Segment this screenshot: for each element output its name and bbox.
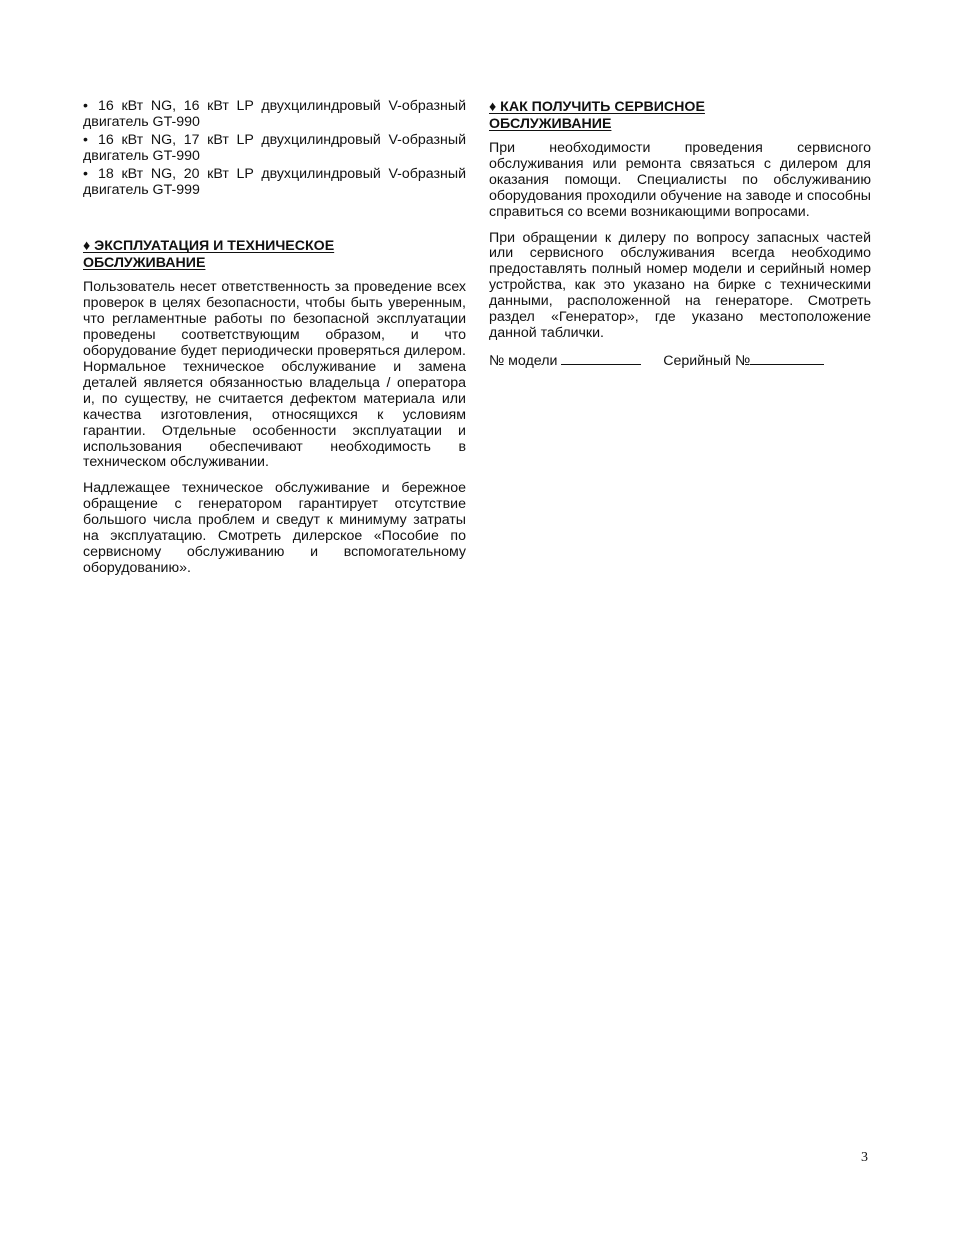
model-number-label: № модели <box>489 352 558 369</box>
paragraph-responsibility: Пользователь несет ответственность за проведение всех проверок в целях безопасности, чтобы быть уверенным, что регламентные работы по безопасной эксплуатации проведены соответствующим образом, и что оборудование будет периодически проверяться дилером. Нормальное техническое обслуживание и замена деталей является обязанностью владельца / оператора и, по существу, не считается дефектом материала или качества изготовления, относящихся к условиям гарантии. Отдельные особенности эксплуатации и использования обеспечивают необходимость в техническом обслуживании. <box>83 279 466 471</box>
list-item-text: 18 кВт NG, 20 кВт LP двухцилиндровый V-образный двигатель GT-999 <box>83 165 466 198</box>
left-column <box>83 99 466 587</box>
section-heading-line: ОБСЛУЖИВАНИЕ <box>83 255 206 272</box>
list-item-text: 16 кВт NG, 16 кВт LP двухцилиндровый V-образный двигатель GT-990 <box>83 98 466 130</box>
paragraph-maintenance: Надлежащее техническое обслуживание и бережное обращение с генератором гарантирует отсутствие большого числа проблем и сведут к минимуму затраты на эксплуатацию. Смотреть дилерское «Пособие по сервисному обслуживанию и вспомогательному оборудованию». <box>83 480 466 576</box>
section-heading-operation <box>83 238 466 272</box>
section-heading-service <box>489 99 871 133</box>
bullet-icon: • <box>83 165 88 182</box>
engine-model-list <box>83 99 466 198</box>
section-heading-line: ♦ ЭКСПЛУАТАЦИЯ И ТЕХНИЧЕСКОЕ <box>83 238 335 255</box>
paragraph-model-serial: При обращении к дилеру по вопросу запасных частей или сервисного обслуживания всегда необходимо предоставлять полный номер модели и серийный номер устройства, как это указано на бирке с техническими данными, расположенной на генераторе. Смотреть раздел «Генератор», где указано местоположение данной таблички. <box>489 229 871 341</box>
model-number-blank[interactable] <box>561 352 641 365</box>
serial-number-blank[interactable] <box>750 352 824 365</box>
list-item <box>83 167 466 199</box>
right-column <box>489 99 871 370</box>
bullet-icon: • <box>83 131 88 148</box>
bullet-icon: • <box>83 98 88 114</box>
list-item-text: 16 кВт NG, 17 кВт LP двухцилиндровый V-образный двигатель GT-990 <box>83 131 466 164</box>
model-serial-fields <box>489 352 871 370</box>
page-number: 3 <box>861 1150 868 1165</box>
paragraph-contact-dealer: При необходимости проведения сервисного обслуживания или ремонта связаться с дилером для оказания помощи. Специалисты по обслуживанию оборудования проходили обучение на заводе и способны справиться со всеми возникающими вопросами. <box>489 140 871 220</box>
section-heading-line: ОБСЛУЖИВАНИЕ <box>489 116 612 132</box>
list-item <box>83 133 466 165</box>
list-item <box>83 99 466 131</box>
serial-number-label: Серийный № <box>663 352 751 369</box>
section-heading-line: ♦ КАК ПОЛУЧИТЬ СЕРВИСНОЕ <box>489 99 705 115</box>
